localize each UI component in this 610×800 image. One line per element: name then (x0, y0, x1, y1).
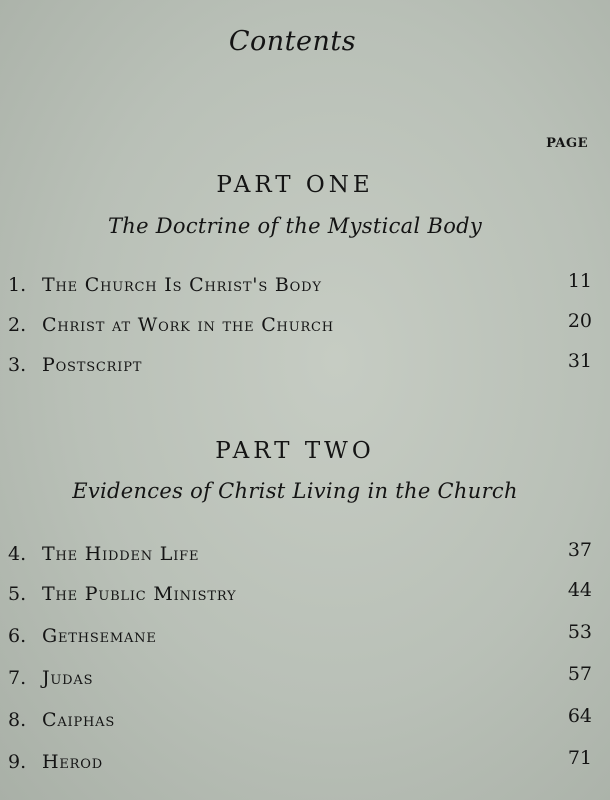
toc-entry-1 (8, 270, 592, 302)
part-two-title: PART TWO (215, 438, 375, 464)
entry-number: 1. (8, 274, 27, 296)
entry-page-number: 71 (567, 747, 592, 769)
part-one-title: PART ONE (216, 172, 374, 198)
entry-title: Caiphas (42, 709, 116, 731)
page-column-label: PAGE (546, 136, 588, 151)
entry-title: Judas (42, 667, 94, 689)
entry-page-number: 53 (567, 621, 592, 643)
part-one-subtitle: The Doctrine of the Mystical Body (107, 214, 483, 238)
entry-number: 2. (8, 314, 27, 336)
entry-number: 3. (8, 354, 27, 376)
entry-number: 7. (8, 667, 27, 689)
entry-title: The Hidden Life (42, 543, 200, 565)
entry-page-number: 37 (567, 539, 592, 561)
entry-number: 8. (8, 709, 27, 731)
entry-number: 6. (8, 625, 27, 647)
entry-title: Gethsemane (42, 625, 157, 647)
entry-title: Herod (42, 751, 103, 773)
toc-entry-4 (8, 539, 592, 571)
toc-entry-8 (8, 705, 592, 737)
entry-number: 4. (8, 543, 27, 565)
toc-entry-5 (8, 579, 592, 611)
entry-title: The Church Is Christ's Body (42, 274, 322, 296)
toc-entry-9 (8, 747, 592, 779)
entry-page-number: 20 (567, 310, 592, 332)
entry-number: 9. (8, 751, 27, 773)
toc-entry-6 (8, 621, 592, 653)
toc-entry-7 (8, 663, 592, 695)
entry-page-number: 64 (567, 705, 592, 727)
entry-title: The Public Ministry (42, 583, 237, 605)
entry-page-number: 57 (567, 663, 592, 685)
entry-title: Postscript (42, 354, 143, 376)
entry-page-number: 44 (567, 579, 592, 601)
entry-number: 5. (8, 583, 27, 605)
entry-title: Christ at Work in the Church (42, 314, 334, 336)
page-title: Contents (228, 26, 357, 57)
entry-page-number: 31 (567, 350, 592, 372)
entry-page-number: 11 (567, 270, 592, 292)
toc-entry-3 (8, 350, 592, 382)
toc-entry-2 (8, 310, 592, 342)
part-two-subtitle: Evidences of Christ Living in the Church (72, 479, 518, 503)
